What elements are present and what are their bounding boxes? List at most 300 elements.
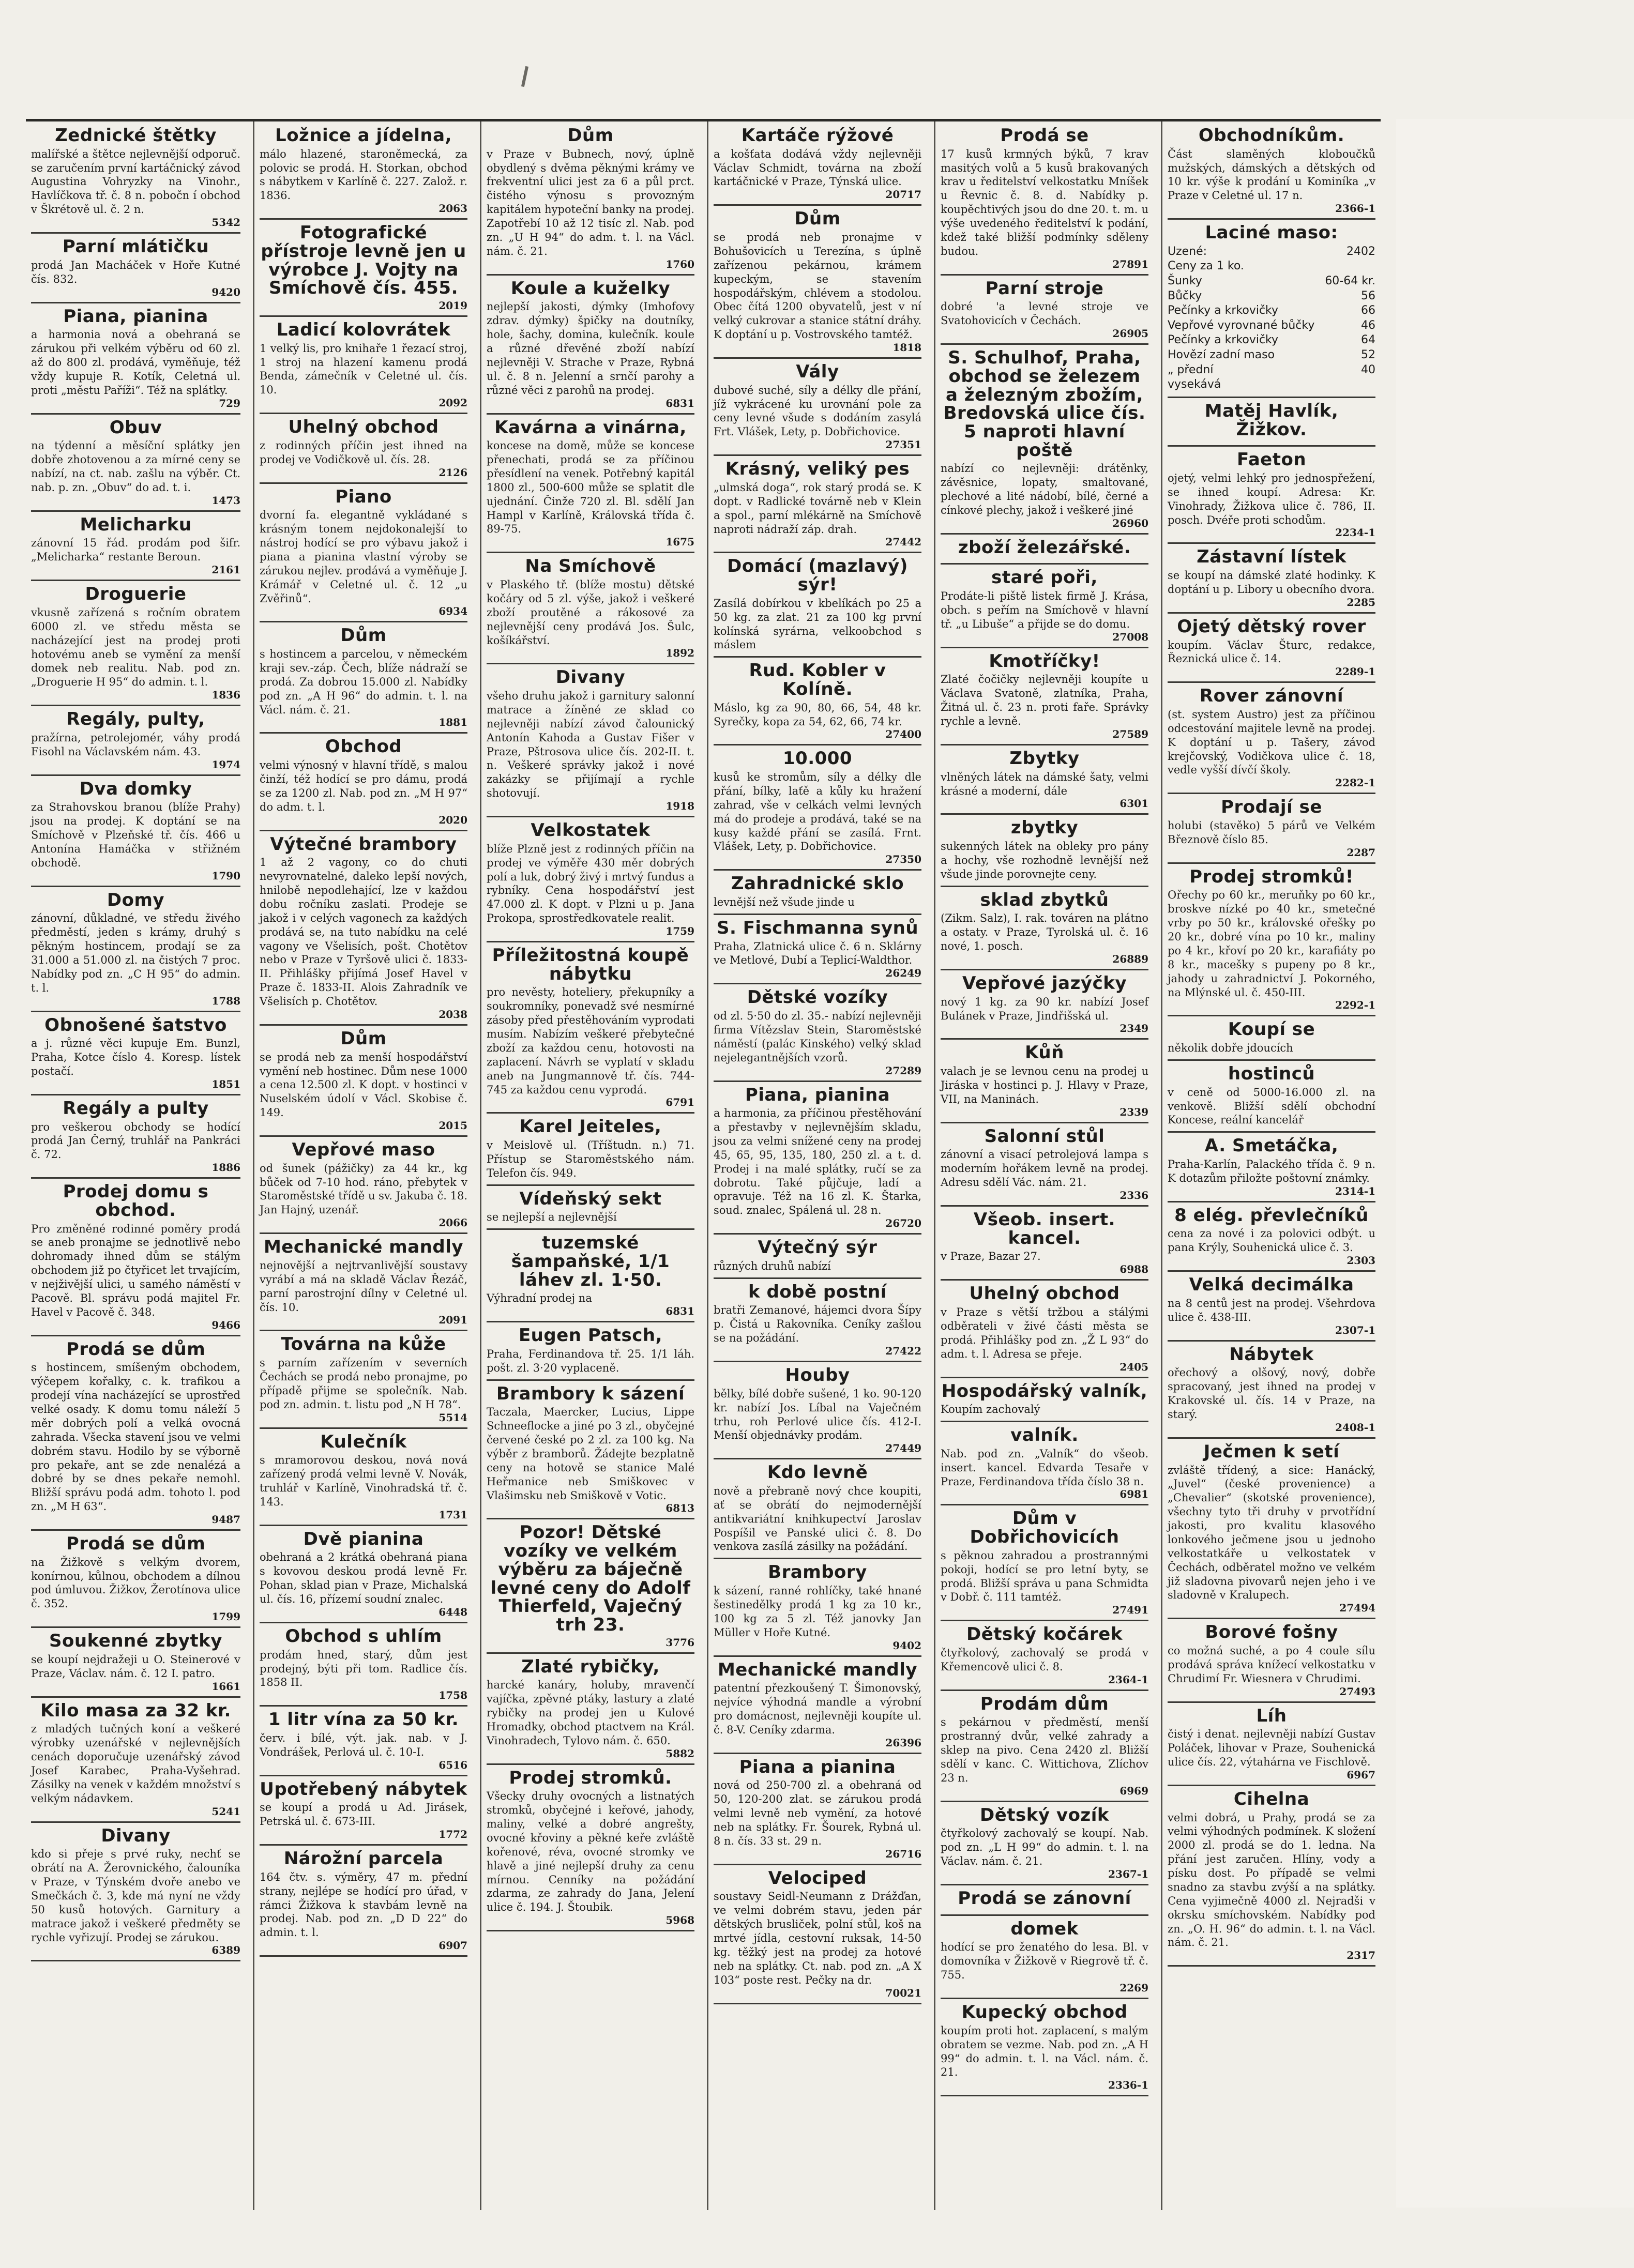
price-item: Pečínky a krkovičky <box>1168 333 1279 347</box>
classified-ad <box>260 486 467 623</box>
classified-ad <box>31 708 240 775</box>
ad-column-1 <box>26 121 246 2210</box>
ad-text: Výhradní prodej na <box>487 1292 592 1305</box>
ad-title: Kulečník <box>320 1431 407 1452</box>
ad-title: 1 litr vína za 50 kr. <box>268 1709 459 1730</box>
ad-text: Taczala, Maercker, Lucius, Lippe Schneeflocke a jiné po 3 zl., obyčejné červené české po 2 zl. za 100 kg. Na výběr z bramborů. Žádejte bezplatně ceny na hotově se stanice Malé Heřmanice neb Smiškovec v Vlašimsku neb Smiškově v Votic. <box>487 1406 694 1502</box>
ad-number: 1473 <box>211 494 240 507</box>
ad-number: 27449 <box>885 1442 921 1455</box>
classified-ad <box>31 778 240 887</box>
ad-title: Pozor! Dětské vozíky ve velkém výběru za báječně levné ceny do Adolf Thierfeld, Vaječný trh 23. <box>490 1522 691 1635</box>
classified-ad <box>714 208 921 359</box>
classified-ad <box>260 1778 467 1846</box>
ad-title: Piana, pianina <box>745 1084 890 1105</box>
ad-text: nabízí co nejlevněji: drátěnky, závěsnice, lopaty, smaltované, plechové a lité nádobí, bílé, černé a cínkové plechy, jakož i veškeré jiné <box>941 462 1148 516</box>
classified-ad <box>714 1237 921 1279</box>
ad-number: 1918 <box>665 800 694 813</box>
ad-title: Prodá se zánovní <box>958 1888 1131 1909</box>
classified-ad <box>487 1116 694 1185</box>
ad-text: koupím proti hot. zaplacení, s malým obratem se vezme. Nab. pod zn. „A H 99“ do admin. t. l. na Václ. nám. č. 21. <box>941 2024 1148 2079</box>
ad-title: Faeton <box>1236 449 1307 470</box>
classified-ad <box>1168 1621 1375 1702</box>
ad-title: Regály, pulty, <box>66 709 205 730</box>
ad-title: Dětské vozíky <box>747 987 888 1008</box>
classified-ad <box>1168 400 1375 447</box>
ad-text: všeho druhu jakož i garnitury salonní matrace a žíněné ze sklad co nejlevněji nabízí závod čalounický Antonín Kahoda a Gustav Fišer v Praze, Pštrosova ulice čís. 202-II. t. n. Veškeré správky jakož i nové zakázky se přijímají a rychle shotovují. <box>487 690 694 800</box>
ad-title: Kavárna a vinárna, <box>494 417 687 438</box>
ad-number: 70021 <box>885 1986 921 1999</box>
ad-title: Obchod <box>325 736 402 757</box>
ad-text: a j. různé věci kupuje Em. Bunzl, Praha, Kotce číslo 4. Koresp. lístek postačí. <box>31 1037 240 1077</box>
ad-title: Kupecký obchod <box>961 2002 1128 2023</box>
classified-ad <box>1168 1063 1375 1133</box>
ad-title: Prodá se <box>1000 125 1089 146</box>
price-row <box>1168 318 1375 333</box>
ad-number: 729 <box>219 397 240 409</box>
ad-number: 2063 <box>438 202 467 215</box>
classified-ad <box>941 2001 1148 2096</box>
ad-number: 2349 <box>1119 1022 1148 1035</box>
ad-number: 1892 <box>665 647 694 660</box>
page-mark <box>521 66 528 87</box>
ad-text: prodá Jan Macháček v Hoře Kutné čís. 832. <box>31 258 240 285</box>
ad-title: S. Schulhof, Praha, obchod se železem a železným zbožím, Bredovská ulice čís. 5 naproti hlavní poště <box>943 347 1146 461</box>
ad-number: 6448 <box>438 1605 467 1618</box>
ad-text: v ceně od 5000-16.000 zl. na venkově. Bližší sdělí obchodní Koncese, reální kancelář <box>1168 1086 1375 1127</box>
classified-ad <box>941 278 1148 345</box>
ad-text: dobré 'a levné stroje ve Svatohovicích v Čechách. <box>941 300 1148 327</box>
ad-title: Obchod s uhlím <box>285 1625 442 1647</box>
ad-number: 26889 <box>1112 953 1148 965</box>
ad-text: na týdenní a měsíční splátky jen dobře zhotovenou a za mírné ceny se nabízí, na ct. nab. zašlu na výběr. Ct. nab. p. zn. „Obuv“ do ad. t. i. <box>31 439 240 494</box>
ad-title: Piana a pianina <box>739 1756 896 1777</box>
ad-number: 6831 <box>665 397 694 409</box>
ad-text: holubi (stavěko) 5 párů ve Velkém Březnově číslo 85. <box>1168 819 1375 846</box>
ad-number: 2066 <box>438 1216 467 1229</box>
ad-number: 2126 <box>438 466 467 479</box>
ad-text: hodící se pro ženatého do lesa. Bl. v domovníka v Žižkově v Riegrově tř. č. 755. <box>941 1941 1148 1982</box>
ad-title: Dům <box>567 125 614 146</box>
ad-number: 5882 <box>665 1747 694 1760</box>
price-value: 64 <box>1361 333 1375 347</box>
ad-title: Dům <box>794 208 841 230</box>
ad-number: 2289-1 <box>1335 665 1375 678</box>
ad-text: a košťata dodává vždy nejlevněji Václav Schmidt, továrna na zboží kartáčnické v Praze, Týnská ulice. <box>714 147 921 188</box>
ad-text: prodám hned, starý, dům jest prodejný, býti při tom. Radlice čís. 1858 II. <box>260 1648 467 1689</box>
ad-text: zánovní, důkladné, ve středu živého předměstí, jeden s krámy, druhý s pěkným hostincem, prodají se za 31.000 a 51.000 zl. na čistých 7 proc. Nabídky pod zn. „C H 95“ do admin. t. l. <box>31 912 240 994</box>
price-item: Hovězí zadní maso <box>1168 348 1275 362</box>
classified-ad <box>487 125 694 276</box>
ad-number: 27589 <box>1112 727 1148 740</box>
classified-ad <box>941 650 1148 745</box>
ad-title: Obchodníkům. <box>1198 125 1345 146</box>
price-row <box>1168 333 1375 348</box>
classified-ad <box>941 1125 1148 1207</box>
ad-title: Ojetý dětský rover <box>1177 616 1366 637</box>
ad-title: Soukenné zbytky <box>49 1631 222 1652</box>
ad-number: 27350 <box>885 853 921 866</box>
ad-title: Příležitostná koupě nábytku <box>492 945 689 984</box>
ad-title: Mechanické mandly <box>263 1237 464 1258</box>
ad-number: 1731 <box>438 1508 467 1521</box>
price-list-header <box>1168 245 1375 260</box>
ad-number: 6813 <box>665 1502 694 1515</box>
ad-number: 9487 <box>211 1513 240 1526</box>
ad-text: červ. i bílé, výt. jak. nab. v J. Vondrášek, Perlová ul. č. 10-I. <box>260 1731 467 1758</box>
classified-ad <box>714 1281 921 1362</box>
classified-ad <box>260 625 467 734</box>
ad-title: S. Fischmanna synů <box>716 917 919 938</box>
ad-text: Pro změněné rodinné poměry prodá se aneb pronajme se jednotlivě nebo dohromady ihned dům se stálým obchodem již po čtyřicet let trvajícím, v nejživější ulici, u samého náměstí v Pacově. Bl. správu podá majitel Fr. Havel v Pacově č. 348. <box>31 1222 240 1318</box>
classified-ad <box>260 1236 467 1331</box>
ad-number: 2336-1 <box>1108 2079 1148 2092</box>
ad-title: Piana, pianina <box>63 306 208 327</box>
ad-text: na Žižkově s velkým dvorem, konírnou, kůlnou, obchodem a dílnou pod úmluvou. Žižkov, Žerotínova ulice č. 352. <box>31 1556 240 1610</box>
classified-ad <box>1168 546 1375 613</box>
ad-text: Prodáte-li piště listek firmě J. Krása, obch. s peřím na Smíchově v hlavní tř. „u Libuše“ a přijde se do domu. <box>941 590 1148 630</box>
ad-text: 1 až 2 vagony, co do chuti nevyrovnatelné, daleko lepší nových, hnilobě nepodlehající, lze v každou dobu ročníku zaslati. Prodeje se jakož i v celých vagonech za každých prodává se, na tuto nabídku na celé vagony ve Všelisích, pošt. Chotětov nebo v Praze v Tyršově ulici č. 1833-II. Přihlášky přijímá Josef Havel v Praze č. 1833-II. Alois Zahradník ve Všelisích p. Chotětov. <box>260 856 467 1008</box>
ad-title: Vepřové jazýčky <box>962 973 1127 994</box>
classified-ad <box>1168 1135 1375 1202</box>
classified-ad <box>31 1338 240 1531</box>
price-value: 40 <box>1361 363 1375 376</box>
ad-number: 1758 <box>438 1689 467 1702</box>
price-value: 52 <box>1361 348 1375 362</box>
price-row <box>1168 303 1375 318</box>
ad-text: z mladých tučných koní a veškeré výrobky uzenářské v nejlevnějších cenách doporučuje uzenářský závod Josef Karabec, Praha-Vyšehrad. Zásilky na venek v každém množství s velkým nádavkem. <box>31 1723 240 1805</box>
ad-title: Laciné maso: <box>1205 222 1338 243</box>
ad-title: Líh <box>1256 1705 1287 1726</box>
classified-ad <box>31 889 240 1012</box>
ad-number: 6969 <box>1119 1784 1148 1797</box>
ad-text: od šunek (pážičky) za 44 kr., kg bůček od 7-10 hod. ráno, přebytek v Staroměstské třídě u sv. Jakuba č. 18. Jan Hajný, uzenář. <box>260 1162 467 1216</box>
ad-title: Zahradnické sklo <box>731 873 904 894</box>
ad-title: 10.000 <box>782 748 853 769</box>
ad-number: 2336 <box>1119 1189 1148 1202</box>
ad-title: Fotografické přístroje levně jen u výrobce J. Vojty na Smíchově čís. 455. <box>261 222 466 299</box>
ad-number: 6791 <box>665 1096 694 1109</box>
ad-text: Máslo, kg za 90, 80, 66, 54, 48 kr. Syrečky, kopa za 54, 62, 66, 74 kr. <box>714 701 921 728</box>
ad-text: nejnovější a nejtrvanlivější soustavy vyrábí a má na skladě Václav Řezáč, parní parostrojní dílny v Celetné ul. čís. 10. <box>260 1259 467 1314</box>
ad-number: 2015 <box>438 1119 467 1132</box>
classified-ad <box>714 458 921 553</box>
ad-title: Dva domky <box>79 778 192 799</box>
ad-number: 6934 <box>438 605 467 618</box>
classified-ad <box>1168 1705 1375 1786</box>
ad-title: Vepřové maso <box>292 1139 435 1160</box>
classified-ad <box>714 1462 921 1559</box>
ad-text: kdo si přeje s prvé ruky, nechť se obrátí na A. Žerovnického, čalouníka v Praze, v Týnském dvoře anebo ve Smečkách č. 3, kde má nyní ne vždy 50 kusů hotových. Garnitury a matrace jakož i veškeré předměty se rychle vyřizují. Prodej se zárukou. <box>31 1848 240 1944</box>
ad-title: Dům <box>340 625 387 646</box>
ad-text: Koupím zachovalý <box>941 1403 1040 1416</box>
ad-number: 6516 <box>438 1758 467 1771</box>
price-item: Pečínky a krkovičky <box>1168 304 1279 317</box>
classified-ad <box>260 1431 467 1526</box>
classified-ad <box>487 666 694 817</box>
ad-title: Prodám dům <box>980 1693 1109 1714</box>
ad-number: 6907 <box>438 1939 467 1952</box>
ad-number: 20717 <box>885 188 921 201</box>
classified-ad <box>714 555 921 658</box>
classified-ad <box>714 1756 921 1865</box>
ad-text: vkusně zařízená s ročním obratem 6000 zl. ve středu města se nacházející jest na prodej proti hotovému aneb se vymění za menší domek neb realitu. Nab. pod zn. „Droguerie H 95“ do admin. t. l. <box>31 606 240 689</box>
price-list-heading: Uzené: <box>1168 245 1207 258</box>
classified-ad <box>260 416 467 483</box>
ad-title: Prodá se dům <box>66 1533 206 1554</box>
ad-title: Hospodářský valník, <box>941 1380 1148 1402</box>
ad-title: Prodají se <box>1221 797 1322 818</box>
ad-text: a harmonia, za příčinou přestěhování a přestavby v nejlevnějším skladu, jsou za velmi snížené ceny na prodej 45, 65, 95, 135, 180, 250 zl. a t. d. Prodej i na malé splátky, ručí se za dobrotu. Také půjčuje, ladí a opravuje. Též na 16 zl. K. Štarka, soud. znalec, Spálená ul. 28 n. <box>714 1107 921 1217</box>
ad-text: čtyřkolový zachovalý se koupí. Nab. pod zn. „L H 99“ do admin. t. l. na Václav. nám. č. 21. <box>941 1827 1148 1868</box>
classified-ad <box>941 567 1148 648</box>
ad-text: co možná suché, a po 4 coule sílu prodává správa knížecí velkostatku v Chrudimí Fr. Wiesnera v Chrudimi. <box>1168 1644 1375 1685</box>
page-margin <box>1396 119 1634 2208</box>
classified-ad <box>1168 1344 1375 1439</box>
classified-ad <box>260 319 467 414</box>
ad-number: 6967 <box>1346 1768 1375 1781</box>
ad-title: valník. <box>1010 1425 1079 1446</box>
ad-text: vlněných látek na dámské šaty, velmi krásné a moderní, dále <box>941 770 1148 797</box>
ad-title: domek <box>1010 1918 1079 1939</box>
ad-number: 2019 <box>438 299 467 312</box>
ad-number: 2405 <box>1119 1360 1148 1373</box>
classified-ad <box>260 1333 467 1428</box>
ad-number: 6988 <box>1119 1263 1148 1276</box>
ad-title: Prodej domu s obchod. <box>63 1181 209 1221</box>
ad-number: 2020 <box>438 813 467 826</box>
ad-title: Zástavní lístek <box>1197 546 1346 568</box>
ad-text: se prodá neb za menší hospodářství vymění neb hostinec. Dům nese 1000 a cena 12.500 zl. K dopt. v hostinci v Nuselském údolí v Václ. Skobise č. 149. <box>260 1051 467 1119</box>
ad-title: Parní stroje <box>985 278 1104 299</box>
ad-text: harcké kanáry, holuby, mravenčí vajíčka, zpěvné ptáky, lastury a zlaté rybičky na prodej jen u Kulové Hromadky, obchod ptactvem na Král. Vinohradech, Tylovo nám. č. 650. <box>487 1679 694 1747</box>
classified-ad <box>941 1424 1148 1505</box>
classified-ad <box>714 1659 921 1754</box>
classified-ad <box>714 361 921 456</box>
ad-text: 164 čtv. s. výměry, 47 m. přední strany, nejlépe se hodící pro úřad, v rámci Žižkova k stavbám levně na prodej. Nab. pod zn. „D D 22“ do admin. t. l. <box>260 1870 467 1939</box>
ad-title: Kdo levně <box>767 1462 868 1483</box>
ad-text: s hostincem a parcelou, v německém kraji sev.-záp. Čech, blíže nádraží se prodá. Za dobrou 15.000 zl. Nabídky pod zn. „A H 96“ do admin. t. l. na Václ. nám. č. 21. <box>260 648 467 716</box>
classified-ad <box>31 1533 240 1628</box>
ad-text: čtyřkolový, zachovalý se prodá v Křemencově ulici č. 8. <box>941 1646 1148 1673</box>
ad-title: Zlaté rybičky, <box>521 1656 660 1677</box>
ad-number: 9402 <box>892 1639 921 1652</box>
ad-title: Prodá se dům <box>66 1338 206 1360</box>
ad-title: k době postní <box>748 1281 887 1302</box>
classified-ad <box>31 1098 240 1179</box>
ad-title: Prodej stromků! <box>1189 866 1354 887</box>
ad-title: Vídeňský sekt <box>519 1188 662 1209</box>
classified-ad <box>487 1325 694 1380</box>
ad-title: Kmotříčky! <box>989 650 1100 672</box>
ad-text: v Praze v Bubnech, nový, úplně obydlený s dvěma pěknými krámy ve frekventní ulici jest za 6 a půl prct. čistého výnosu s provozným kapitálem hypoteční banky na prodej. Zapotřebí 10 až 12 tisíc zl. Nab. pod zn. „U H 94“ do adm. t. l. na Václ. nám. č. 21. <box>487 147 694 257</box>
classified-ad <box>487 1521 694 1653</box>
ad-title: Domy <box>107 889 165 910</box>
classified-ad <box>260 222 467 317</box>
classified-ad <box>941 1888 1148 1916</box>
classified-ad <box>487 278 694 415</box>
ad-number: 2303 <box>1346 1254 1375 1267</box>
ad-text: zánovní a visací petrolejová lampa s moderním hořákem levně na prodej. Adresu sdělí Vác. nám. 21. <box>941 1148 1148 1189</box>
ad-text: Zasílá dobírkou v kbelíkách po 25 a 50 kg. za zlat. 21 za 100 kg první kolínská syrárna, velkoobchod s máslem <box>714 597 921 651</box>
ad-text: málo hlazené, staroněmecká, za polovic se prodá. H. Storkan, obchod s nábytkem v Karlíně č. 227. Založ. r. 1836. <box>260 147 467 202</box>
ad-title: Zbytky <box>1009 748 1080 769</box>
classified-ad <box>1168 1788 1375 1967</box>
classified-ad <box>941 1042 1148 1123</box>
ad-title: Obuv <box>109 417 162 438</box>
ad-number: 1675 <box>665 536 694 549</box>
ad-title: Prodej stromků. <box>509 1767 672 1788</box>
price-item: „ přední <box>1168 363 1214 376</box>
ad-text: Ořechy po 60 kr., meruňky po 60 kr., broskve nízké po 40 kr., smetečné vrby po 50 kr., královské ořešky po 20 kr., dobré vína po 10 kr., maliny po 4 kr., křoví po 20 kr., karafiáty po 8 kr., macešky s pupeny po 8 kr., jahody u zahradnictví J. Pokorného, na Mlýnské ul. č. 450-III. <box>1168 889 1375 999</box>
price-row <box>1168 289 1375 304</box>
ad-column-4 <box>707 121 927 2210</box>
ad-title: Velkostatek <box>531 820 650 841</box>
ad-text: koncese na domě, může se koncese přenechati, prodá se za příčinou přesídlení na venek. Potřebný kapitál 1800 zl., 500-600 může se splatit dle ujednání. Činže 720 zl. Bl. sdělí Jan Hampl v Karlíně, Královská třída č. 89-75. <box>487 439 694 536</box>
price-row <box>1168 363 1375 378</box>
ad-number: 6301 <box>1119 797 1148 810</box>
ad-text: nový 1 kg. za 90 kr. nabízí Josef Bulánek v Praze, Jindřišská ul. <box>941 995 1148 1022</box>
classified-ad <box>31 1014 240 1095</box>
classified-ad <box>31 1630 240 1697</box>
ad-text: Všecky druhy ovocných a listnatých stromků, obyčejné i keřové, jahody, maliny, velké a dobré angrešty, ovocné křoviny a pěkné keře zvláště kořenové, réva, ovocné stromky ve hlavě a jiné nejlepší druhy za cenu mírnou. Cenníky na požádání zdarma, ze zahrady do Jana, Jelení ulice č. 194. J. Štoubik. <box>487 1790 694 1914</box>
ad-number: 9420 <box>211 285 240 298</box>
ad-number: 2364-1 <box>1108 1673 1148 1686</box>
ad-number: 6389 <box>211 1944 240 1957</box>
ad-text: velmi dobrá, u Prahy, prodá se za velmi výhodných podmínek. K složení 2000 zl. prodá se do 1. ledna. Na přání jest zaručen. Hlíny, vody a písku dost. Po případě se velmi snadno za stavbu zvýší a na splátky. Cena vyjimečně 4000 zl. Nejradši v okrsku smíchovském. Nabídky pod zn. „O. H. 96“ do admin. t. l. na Václ. nám. č. 21. <box>1168 1811 1375 1949</box>
classified-ad <box>1168 449 1375 544</box>
ad-title: Dům v Dobřichovicích <box>970 1508 1119 1548</box>
ad-title: Výtečné brambory <box>270 833 457 855</box>
classified-ad <box>487 1767 694 1932</box>
ad-text: bělky, bílé dobře sušené, 1 ko. 90-120 kr. nabízí Jos. Líbal na Vaječném trhu, roh Perlové ulice čís. 412-I. Menší objednávky prodám. <box>714 1387 921 1442</box>
ad-text: v Plaského tř. (blíže mostu) dětské kočáry od 5 zl. výše, jakož i veškeré zboží proutěné a rákosové za nejlevnější ceny prodává Jos. Šulc, košíkářství. <box>487 579 694 647</box>
price-list <box>1168 245 1375 392</box>
classified-ad <box>260 1625 467 1707</box>
ad-number: 3776 <box>665 1636 694 1649</box>
classified-ad <box>260 1848 467 1957</box>
price-item: Vepřové vyrovnané bůčky <box>1168 318 1315 332</box>
ad-text: koupím. Václav Šturc, redakce, Řeznická ulice č. 14. <box>1168 638 1375 665</box>
ad-title: Matěj Havlík, Žižkov. <box>1204 400 1339 440</box>
classified-ad <box>714 125 921 206</box>
classified-ad <box>487 417 694 554</box>
ad-text: se koupí a prodá u Ad. Jirásek, Petrská ul. č. 673-III. <box>260 1801 467 1828</box>
ad-title: Divany <box>101 1825 171 1846</box>
price-list-footer: vysekává <box>1168 378 1221 391</box>
ad-text: zvláště třídený, a sice: Hanácký, „Juvel“ (české provenience) a „Chevalier“ (skotské provenience), všechny tyto tři druhy v prvotřídní jakosti, pro kvalitu klasového lonkového ječmene jsou u jednoho velkostatkáře u velkostatek v Čechách, odběratel možno ve velkém již sladovna pivovarů nejen jeho i ve sladovně v Kralupech. <box>1168 1464 1375 1602</box>
ad-title: Továrna na kůže <box>281 1334 446 1355</box>
ad-text: sukenných látek na obleky pro pány a hochy, vše rozhodně levnější než všude jinde porovnejte ceny. <box>941 840 1148 880</box>
ad-title: staré poři, <box>991 567 1098 588</box>
ad-title: Velociped <box>768 1867 867 1889</box>
ad-number: 1886 <box>211 1161 240 1174</box>
ad-number: 27494 <box>1339 1602 1375 1615</box>
ad-text: malířské a štětce nejlevnější odporuč. se zaručením první kartáčnický závod Augustina Vohryzky na Vinohr., Havlíčkova tř. č. 8 n. pobočn í obchod v Škrétově ul. č. 2 n. <box>31 147 240 216</box>
ad-text: se prodá neb pronajme v Bohušovicích u Terezína, s úplně zařízenou pekárnou, krámem kupeckým, se stavením hospodářským, chlévem a stodolou. Obec čítá 1200 obyvatelů, jest v ní velký cukrovar a stanice státní dráhy. K doptání u p. Vostrovského tamtéž. <box>714 231 921 341</box>
ad-column-6 <box>1161 121 1381 2210</box>
ad-number: 1974 <box>211 758 240 771</box>
ad-text: v Praze s větší tržbou a stálými odběrateli v živé části města se prodá. Přihlášky pod zn. „Ž L 93“ do adm. t. l. Adresa se přeje. <box>941 1306 1148 1360</box>
classified-ad <box>1168 1018 1375 1061</box>
ad-number: 9466 <box>211 1318 240 1331</box>
ad-title: A. Smetáčka, <box>1204 1135 1339 1156</box>
ad-number: 2408-1 <box>1335 1421 1375 1434</box>
ad-text: dubové suché, síly a délky dle přání, jíž vykrácené ku urovnání pole za ceny levné všude s dodáním zasylá Frt. Vlášek, Lety, p. Dobřichovice. <box>714 384 921 438</box>
ad-text: s mramorovou deskou, nová nová zařízený prodá velmi levně V. Novák, truhlář v Karlíně, Vinohradská tř. č. 143. <box>260 1454 467 1508</box>
classified-ad <box>941 1380 1148 1423</box>
classified-ad <box>1168 125 1375 220</box>
ad-title: Krásný, veliký pes <box>725 459 910 480</box>
ad-title: Koule a kuželky <box>510 278 671 299</box>
classified-ad <box>941 1804 1148 1885</box>
ad-number: 5342 <box>211 216 240 229</box>
classified-ad <box>1168 1274 1375 1341</box>
classified-ad <box>487 1188 694 1230</box>
ad-text: od zl. 5·50 do zl. 35.- nabízí nejlevněji firma Vítězslav Stein, Staroměstské náměstí (palác Kinského) velký sklad nejelegantnějších vzorů. <box>714 1010 921 1064</box>
ad-title: Salonní stůl <box>984 1125 1105 1147</box>
ad-text: různých druhů nabízí <box>714 1259 831 1272</box>
ad-title: Rud. Kobler v Kolíně. <box>749 660 886 699</box>
ad-number: 1772 <box>438 1828 467 1841</box>
ad-title: Melicharku <box>80 514 192 535</box>
ad-title: Karel Jeiteles, <box>519 1116 662 1137</box>
ad-text: velmi výnosný v hlavní třídě, s malou činží, též hodící se pro dámu, prodá se za 1200 zl. Nab. pod zn. „M H 97“ do adm. t. l. <box>260 759 467 813</box>
classified-ad <box>714 1561 921 1656</box>
ad-text: zánovní 15 řád. prodám pod šifr. „Melicharka“ restante Beroun. <box>31 537 240 564</box>
classified-ad <box>1168 1441 1375 1619</box>
ad-text: s pěknou zahradou a prostrannými pokoji, hodící se pro letní byty, se prodá. Bližší správa u pana Schmidta v Dobř. č. 111 tamtéž. <box>941 1549 1148 1604</box>
ad-title: Brambory k sázení <box>496 1383 685 1404</box>
ad-title: zboží železářské. <box>958 537 1131 558</box>
ad-number: 5514 <box>438 1411 467 1424</box>
ad-text: 1 velký lis, pro knihaře 1 řezací stroj, 1 stroj na hlazení kamenu prodá Benda, zámečník v Celetné ul. čís. 10. <box>260 342 467 397</box>
classified-ad <box>941 1508 1148 1621</box>
classified-ad <box>260 833 467 1026</box>
ad-text: (Zikm. Salz), I. rak. továren na plátno a ostaty. v Praze, Tyrolská ul. č. 16 nové, 1. posch. <box>941 912 1148 953</box>
classified-ad <box>260 125 467 220</box>
ad-title: Ječmen k setí <box>1203 1441 1340 1462</box>
price-item: Bůčky <box>1168 289 1202 302</box>
classified-ad <box>260 1139 467 1234</box>
ad-number: 1788 <box>211 994 240 1007</box>
ad-title: Houby <box>785 1365 850 1386</box>
ad-text: dvorní fa. elegantně vykládané s krásným tonem nejdokonalejší to nástroj hodící se pro výbavu jakož i piana a pianina vlastní výroby se zárukou nejlev. prodává a vyměňuje J. Krámář v Celetné ul. č. 12 „u Zvěřinů“. <box>260 509 467 605</box>
ad-number: 27008 <box>1112 630 1148 643</box>
ad-title: Dětský vozík <box>980 1804 1109 1825</box>
ad-number: 26905 <box>1112 327 1148 340</box>
ad-title: Domácí (mazlavý) sýr! <box>727 556 908 596</box>
ad-text: Praha, Zlatnická ulice č. 6 n. Sklárny ve Metlové, Dubí a Teplicí-Waldthor. <box>714 940 921 967</box>
ad-text: Praha, Ferdinandova tř. 25. 1/1 láh. pošt. zl. 3·20 vyplaceně. <box>487 1347 694 1374</box>
ad-title: Dvě pianina <box>303 1528 424 1549</box>
ad-number: 6831 <box>665 1305 694 1318</box>
ad-number: 1851 <box>211 1077 240 1090</box>
classified-ad <box>1168 685 1375 794</box>
ad-text: soustavy Seidl-Neumann z Drážďan, ve velmi dobrém stavu, jeden pár dětských brusliček, polní stůl, koš na mrtvé jídla, cestovní ruksak, 14-50 kg. těžký jest na prodej za hotové neb na splátky. Ct. nab. pod zn. „A X 103“ poste rest. Pečky na dr. <box>714 1890 921 1986</box>
ad-title: Divany <box>555 667 626 688</box>
ad-title: Kůň <box>1025 1042 1064 1063</box>
classified-ad <box>31 1181 240 1336</box>
price-value: 46 <box>1361 318 1375 332</box>
ad-text: levnější než všude jinde u <box>714 896 855 908</box>
ad-title: Borové fošny <box>1205 1622 1338 1643</box>
ad-text: a harmonia nová a obehraná se zárukou při velkém výběru od 60 zl. až do 800 zl. prodává, vyměňuje, též vždy kupuje R. Kotík, Celetná ul. proti „městu Paříži“. Též na splátky. <box>31 328 240 397</box>
ad-number: 26960 <box>1112 516 1148 529</box>
classified-ad <box>941 537 1148 565</box>
ad-title: Dětský kočárek <box>966 1624 1123 1645</box>
ad-title: Cihelna <box>1233 1788 1310 1809</box>
ad-title: hostinců <box>1228 1063 1315 1084</box>
